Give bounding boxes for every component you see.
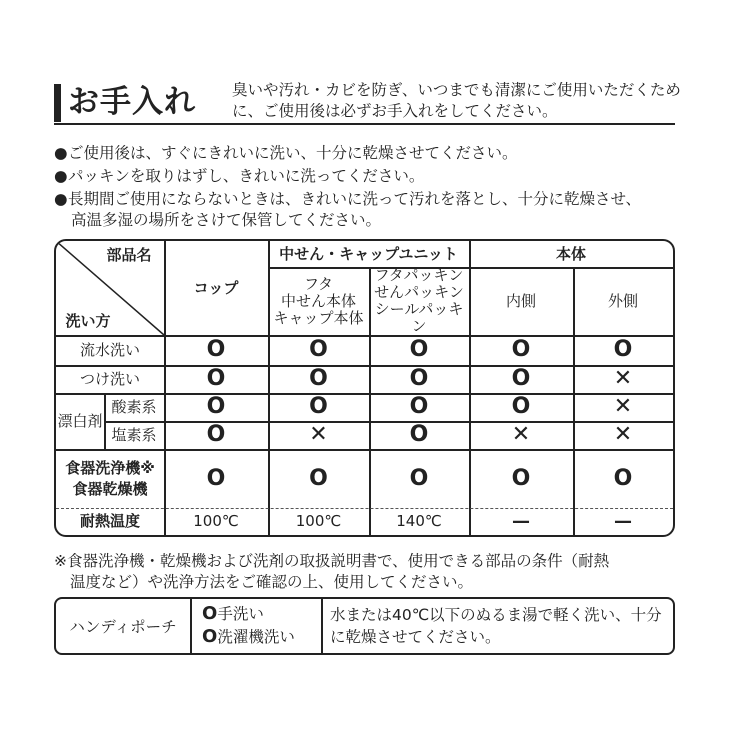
mark-cell: O — [409, 465, 429, 491]
mark-cell: O — [613, 337, 633, 362]
bullet-dot: ● — [54, 144, 68, 162]
circle-mark-icon: O — [202, 603, 218, 624]
mark-cell: O — [309, 465, 328, 491]
bullet-item — [54, 166, 694, 187]
mark-cell: O — [206, 394, 226, 419]
row-label-heat-resistance: 耐熱温度 — [79, 512, 140, 530]
dishwasher-note — [54, 551, 684, 593]
mark-cell: ✕ — [613, 366, 633, 391]
temp-cell: 100℃ — [193, 512, 239, 530]
pouch-method-hand-label: 手洗い — [217, 605, 264, 623]
col-header-outer: 外側 — [607, 291, 638, 310]
bullet-item — [54, 143, 694, 164]
pouch-method-hand — [202, 603, 264, 625]
note-line-1: ※食器洗浄機・乾燥機および洗剤の取扱説明書で、使用できる部品の条件（耐熱 — [54, 552, 610, 570]
mark-cell: O — [511, 366, 531, 391]
mark-cell: ✕ — [511, 422, 531, 447]
pouch-description: 水または40℃以下のぬるま湯で軽く洗い、十分に乾燥させてください。 — [330, 606, 662, 646]
bullet-item — [54, 189, 694, 231]
header-accent-bar — [54, 84, 61, 122]
bullet-text: 長期間ご使用にならないときは、きれいに洗って汚れを落とし、十分に乾燥させ、 — [68, 190, 642, 208]
col-header-lid: フタ 中せん本体 キャップ本体 — [273, 274, 364, 327]
col-header-inner: 内側 — [505, 291, 536, 310]
mark-cell: O — [206, 366, 226, 391]
bullet-dot: ● — [54, 167, 68, 185]
mark-cell: O — [309, 394, 328, 419]
corner-parts-label: 部品名 — [106, 245, 152, 264]
mark-cell: O — [409, 337, 429, 362]
group-header-body: 本体 — [555, 244, 586, 263]
note-line-2: 温度など）や洗浄方法をご確認の上、使用してください。 — [70, 573, 474, 591]
col-header-packing: フタパッキン せんパッキン シールパッキン — [374, 266, 464, 335]
mark-cell: O — [206, 422, 226, 447]
mark-cell: O — [613, 465, 633, 491]
care-table — [54, 239, 675, 537]
temp-cell: 100℃ — [295, 512, 342, 530]
pouch-method-machine — [202, 626, 295, 648]
mark-cell: O — [309, 366, 328, 391]
temp-cell: 140℃ — [396, 512, 442, 530]
page-title: お手入れ — [68, 84, 196, 120]
mark-cell: O — [206, 337, 226, 362]
mark-cell: O — [511, 394, 531, 419]
mark-cell: O — [309, 337, 328, 362]
bullet-text-continued: 高温多湿の場所をさけて保管してください。 — [71, 211, 382, 229]
row-label-dishwasher: 食器洗浄機※ 食器乾燥機 — [65, 458, 155, 498]
temp-cell: — — [614, 511, 632, 532]
bullet-text: ご使用後は、すぐにきれいに洗い、十分に乾燥させてください。 — [68, 144, 518, 162]
corner-method-label: 洗い方 — [65, 311, 111, 330]
mark-cell: O — [206, 465, 226, 491]
pouch-care-box — [54, 597, 675, 655]
pouch-method-machine-label: 洗濯機洗い — [217, 628, 295, 646]
row-label-soak: つけ洗い — [79, 369, 140, 388]
mark-cell: O — [409, 366, 429, 391]
row-label-running-water: 流水洗い — [79, 340, 140, 359]
mark-cell: O — [409, 394, 429, 419]
group-header-stopper-cap: 中せん・キャップユニット — [279, 244, 458, 263]
row-label-oxygen: 酸素系 — [111, 397, 157, 416]
header-intro-text: 臭いや汚れ・カビを防ぎ、いつまでも清潔にご使用いただくために、ご使用後は必ずお手入れをしてください。 — [232, 81, 681, 120]
col-header-cup: コップ — [193, 278, 239, 297]
mark-cell: O — [511, 465, 531, 491]
header-rule — [54, 123, 675, 125]
bullet-text: パッキンを取りはずし、きれいに洗ってください。 — [68, 167, 425, 185]
mark-cell: ✕ — [309, 422, 328, 447]
mark-cell: O — [511, 337, 531, 362]
row-label-bleach: 漂白剤 — [57, 411, 103, 430]
mark-cell: ✕ — [613, 422, 633, 447]
pouch-name: ハンディポーチ — [69, 618, 177, 636]
circle-mark-icon: O — [202, 626, 218, 647]
row-label-chlorine: 塩素系 — [111, 425, 157, 444]
mark-cell: ✕ — [613, 394, 633, 419]
mark-cell: O — [409, 422, 429, 447]
bullet-dot: ● — [54, 190, 68, 208]
temp-cell: — — [512, 511, 530, 532]
